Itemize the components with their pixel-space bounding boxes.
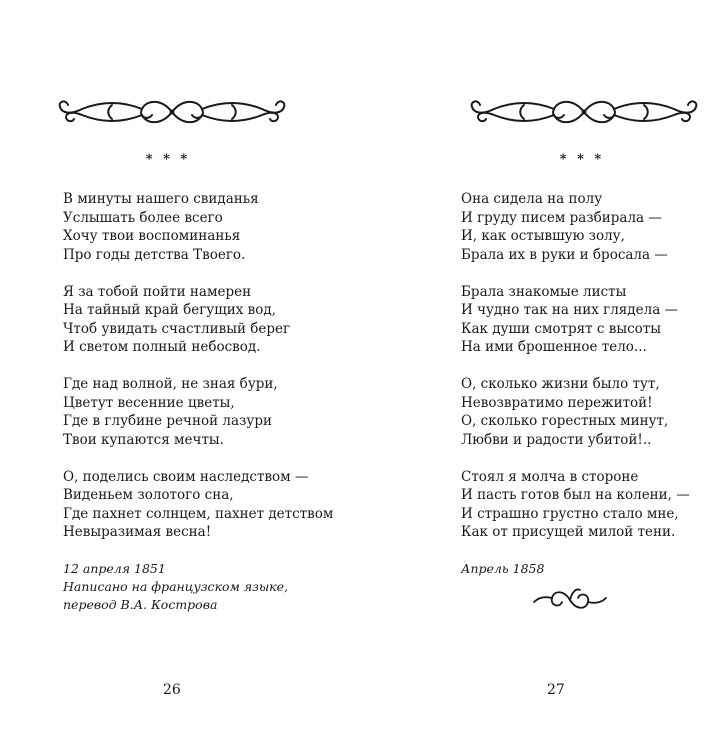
poem-line: Где пахнет солнцем, пахнет детством [63,505,334,522]
flourish-ornament-icon [52,95,292,129]
poem-line: Чтоб увидать счастливый берег [63,320,291,337]
poem-line: О, поделись своим наследством — [63,468,309,485]
poem-line: И, как остывшую золу, [461,228,625,244]
poem-line: Она сидела на полу [461,191,603,207]
poem-date: 12 апреля 1851 [63,561,166,576]
poem-line: На тайный край бегущих вод, [63,302,276,318]
right-page [364,0,728,733]
poem-footer [63,560,333,614]
small-flourish-icon [530,584,610,616]
poem-line: Стоял я молча в стороне [461,468,639,485]
stanza [461,190,690,264]
poem-line: Брала их в руки и бросала — [461,246,668,263]
poem-line: Брала знакомые листы [461,283,627,300]
section-divider-stars: * * * [145,152,191,167]
poem-line: И светом полный небосвод. [63,339,261,355]
page-number: 26 [163,682,181,698]
translation-note: Написано на французском языке, [63,579,288,594]
stanza [63,190,333,264]
poem-line: Невыразимая весна! [63,524,212,540]
poem-line: Невозвратимо пережитой! [461,394,653,411]
poem-line: В минуты нашего свиданья [63,191,259,207]
poem-line: Про годы детства Твоего. [63,246,246,263]
poem-line: О, сколько горестных минут, [461,413,669,429]
stanza [461,283,690,357]
poem-date: Апрель 1858 [461,561,545,576]
poem-footer [461,560,690,578]
poem-line: Хочу твои воспоминанья [63,228,241,244]
poem-line: Как от присущей милой тени. [461,524,676,540]
poem-line: И страшно грустно стало мне, [461,505,679,522]
poem-left [63,190,333,614]
stanza [63,283,333,357]
poem-line: И пасть готов был на колени, — [461,487,690,503]
stanza [63,468,333,542]
flourish-ornament-icon [464,95,704,129]
poem-line: О, сколько жизни было тут, [461,376,660,392]
poem-line: На ими брошенное тело... [461,339,647,355]
poem-line: И чудно так на них глядела — [461,302,679,318]
section-divider-stars: * * * [559,152,605,167]
page-number: 27 [547,682,565,698]
stanza [461,375,690,449]
stanza [63,375,333,449]
poem-line: И груду писем разбирала — [461,209,662,226]
poem-line: Виденьем золотого сна, [63,487,234,503]
poem-line: Любви и радости убитой!.. [461,431,652,448]
stanza [461,468,690,542]
poem-line: Где в глубине речной лазури [63,413,272,429]
translator-credit: перевод В.А. Кострова [63,597,218,612]
poem-line: Я за тобой пойти намерен [63,283,252,300]
poem-line: Где над волной, не зная бури, [63,376,278,392]
poem-line: Услышать более всего [63,209,223,226]
poem-line: Цветут весенние цветы, [63,394,235,411]
poem-right [461,190,690,578]
poem-line: Как души смотрят с высоты [461,320,661,337]
poem-line: Твои купаются мечты. [63,431,224,448]
